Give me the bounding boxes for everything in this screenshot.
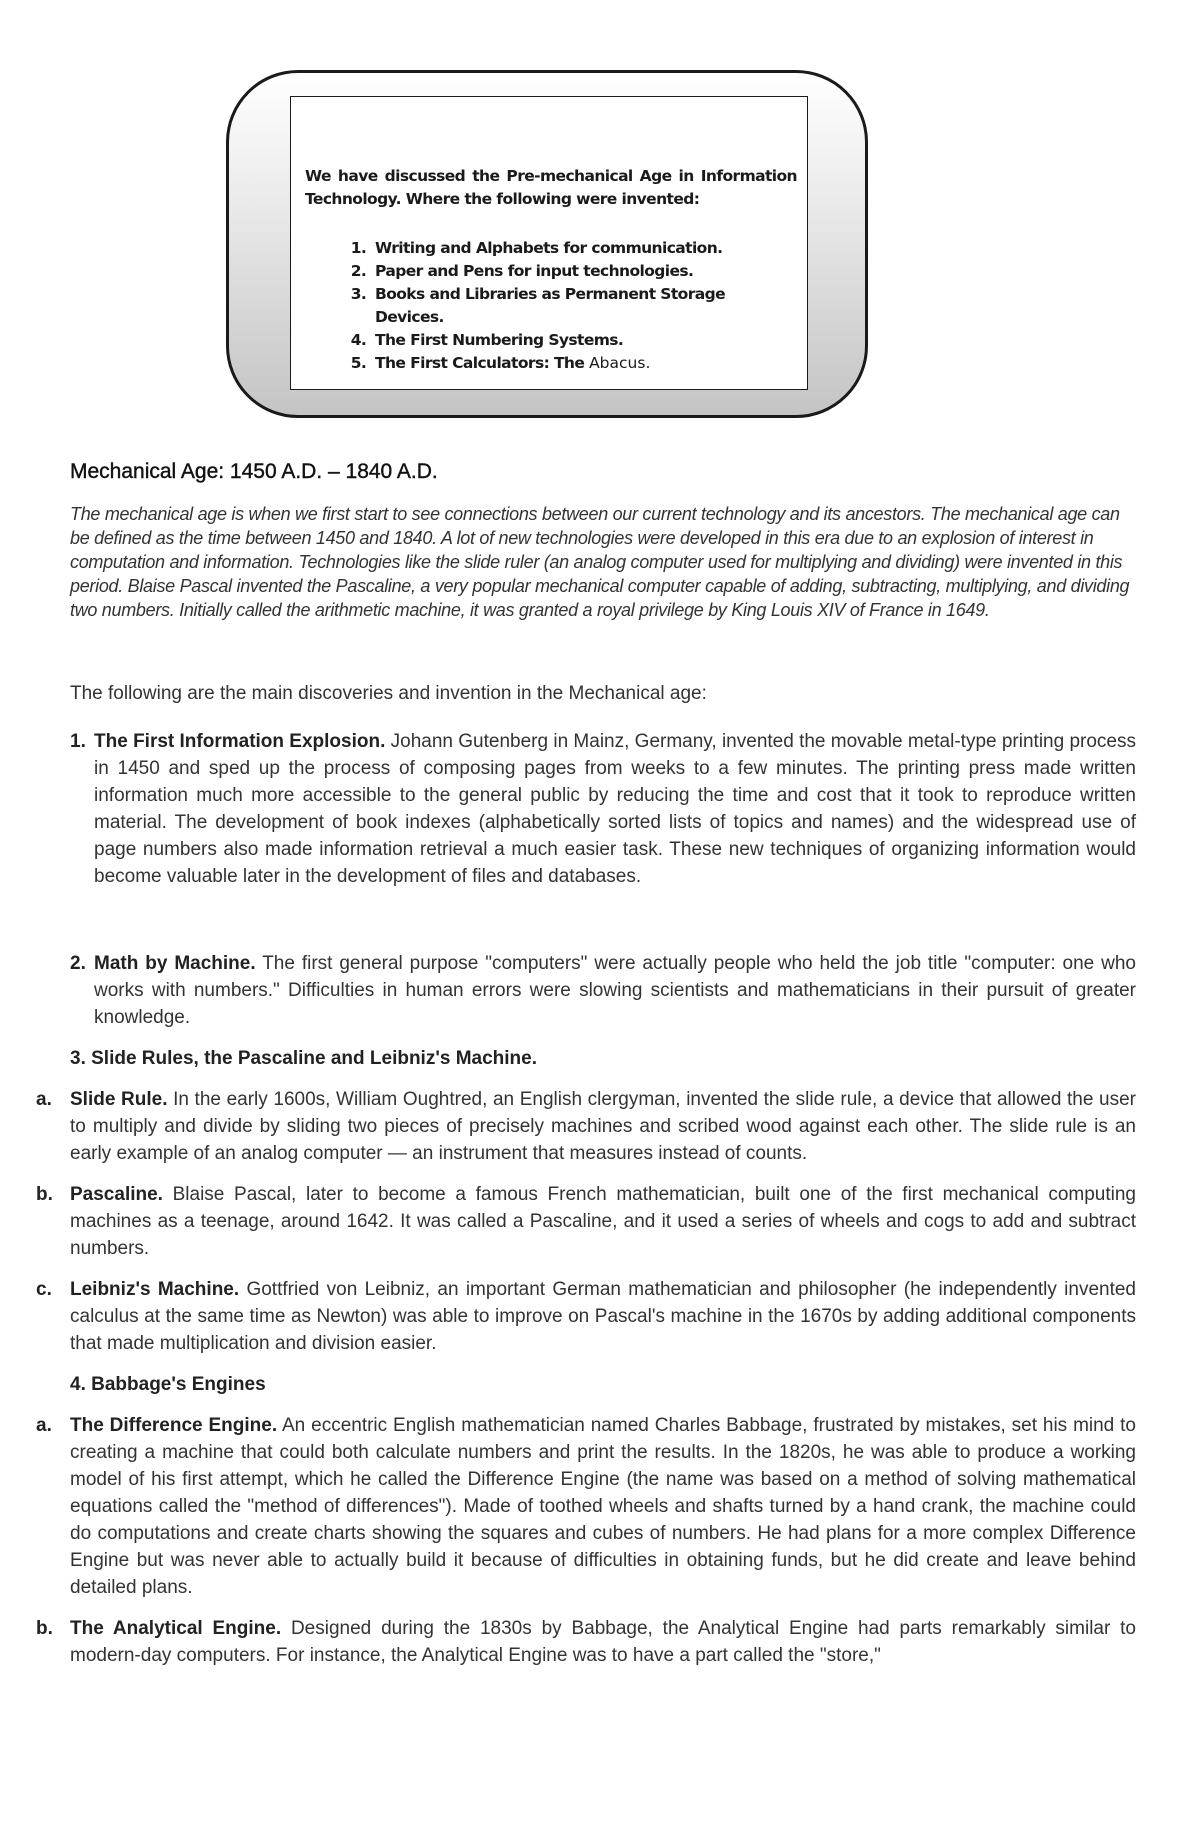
- sub-body: Gottfried von Leibniz, an important German mathematician and philosopher (he independently invented calculus at the same time as Newton) was able to improve on Pascal's machine in the 1670s by adding additional components that made multiplication and division easier.: [70, 1279, 1136, 1354]
- sub-letter: a.: [36, 1089, 52, 1110]
- sub-title: Leibniz's Machine.: [70, 1279, 240, 1300]
- intro-box: [290, 96, 808, 390]
- sub-body: In the early 1600s, William Oughtred, an English clergyman, invented the slide rule, a device that allowed the user to multiply and divide by sliding two pieces of precisely machines and scribed wood against each other. The slide rule is an early example of an analog computer — an instrument that measures instead of counts.: [70, 1089, 1137, 1164]
- sub-item-slide-rule: [36, 1086, 1137, 1167]
- item-number: 2.: [70, 953, 86, 974]
- item-body: The first general purpose "computers" were actually people who held the job title "computer: one who works with numbers." Difficulties in human errors were slowing scientists and mathematicians in their pursuit of greater knowledge.: [94, 953, 1136, 1028]
- sub-item-difference-engine: [36, 1412, 1136, 1601]
- sub-title: The Analytical Engine.: [70, 1618, 282, 1639]
- item-body: Johann Gutenberg in Mainz, Germany, invented the movable metal-type printing process in 1450 and sped up the process of composing pages from weeks to a few minutes. The printing press made written information much more accessible to the general public by reducing the time and cost that it took to reproduce written material. The development of book indexes (alphabetically sorted lists of topics and names) and the widespread use of page numbers also made information retrieval a much easier task. These new techniques of organizing information would become valuable later in the development of files and databases.: [94, 731, 1136, 887]
- sub-body: Designed during the 1830s by Babbage, the Analytical Engine had parts remarkably similar to modern-day computers. For instance, the Analytical Engine was to have a part called the "store,": [70, 1618, 1136, 1666]
- item-title: The First Information Explosion.: [94, 731, 386, 752]
- item-title: Math by Machine.: [94, 953, 256, 974]
- sub-item-pascaline: [36, 1181, 1136, 1262]
- section-intro: The mechanical age is when we first start to see connections between our current technology and its ancestors. The mechanical age can be defined as the time between 1450 and 1840. A lot of new technologies were developed in this era due to an explosion of interest in computation and information. Technologies like the slide ruler (an analog computer used for multiplying and dividing) were invented in this period. Blaise Pascal invented the Pascaline, a very popular mechanical computer capable of adding, subtracting, multiplying, and dividing two numbers. Initially called the arithmetic machine, it was granted a royal privilege by King Louis XIV of France in 1649.: [70, 504, 1130, 620]
- list-item: 4. The First Numbering Systems.: [371, 329, 797, 352]
- list-item: 3. Books and Libraries as Permanent Storage Devices.: [371, 283, 797, 329]
- sub-title: Slide Rule.: [70, 1089, 168, 1110]
- sub-letter: b.: [36, 1184, 53, 1205]
- item-math-by-machine: [70, 950, 1136, 1031]
- item-babbage-heading: 4. Babbage's Engines: [70, 1374, 266, 1395]
- item-first-information-explosion: [70, 728, 1136, 890]
- section-title: Mechanical Age: 1450 A.D. – 1840 A.D.: [70, 460, 438, 483]
- sub-title: Pascaline.: [70, 1184, 163, 1205]
- intro-box-text: We have discussed the Pre-mechanical Age in Information Technology. Where the following were invented:: [305, 167, 797, 208]
- sub-title: The Difference Engine.: [70, 1415, 278, 1436]
- sub-body: An eccentric English mathematician named Charles Babbage, frustrated by mistakes, set his mind to creating a machine that could both calculate numbers and print the results. In the 1820s, he was able to produce a working model of his first attempt, which he called the Difference Engine (the name was based on a method of solving mathematical equations called the "method of differences"). Made of toothed wheels and shafts turned by a hand crank, the machine could do computations and create charts showing the squares and cubes of numbers. He had plans for a more complex Difference Engine but was never able to actually build it because of difficulties in obtaining funds, but he did create and leave behind detailed plans.: [70, 1415, 1136, 1598]
- item-number: 1.: [70, 731, 86, 752]
- sub-item-leibniz-machine: [36, 1276, 1136, 1357]
- list-item: 2. Paper and Pens for input technologies.: [371, 260, 797, 283]
- sub-letter: c.: [36, 1279, 52, 1300]
- list-item: 1. Writing and Alphabets for communication.: [371, 237, 797, 260]
- following-text: The following are the main discoveries and invention in the Mechanical age:: [70, 683, 707, 704]
- main-content: [36, 460, 1137, 1669]
- sub-letter: a.: [36, 1415, 52, 1436]
- list-item: 5. The First Calculators: The Abacus.: [371, 352, 797, 375]
- sub-body: Blaise Pascal, later to become a famous French mathematician, built one of the first mechanical computing machines as a teenage, around 1642. It was called a Pascaline, and it used a series of wheels and cogs to add and subtract numbers.: [70, 1184, 1136, 1259]
- invention-list: [305, 237, 797, 375]
- sub-letter: b.: [36, 1618, 53, 1639]
- sub-item-analytical-engine: [36, 1615, 1136, 1669]
- item-slide-rules-heading: 3. Slide Rules, the Pascaline and Leibniz's Machine.: [70, 1048, 537, 1069]
